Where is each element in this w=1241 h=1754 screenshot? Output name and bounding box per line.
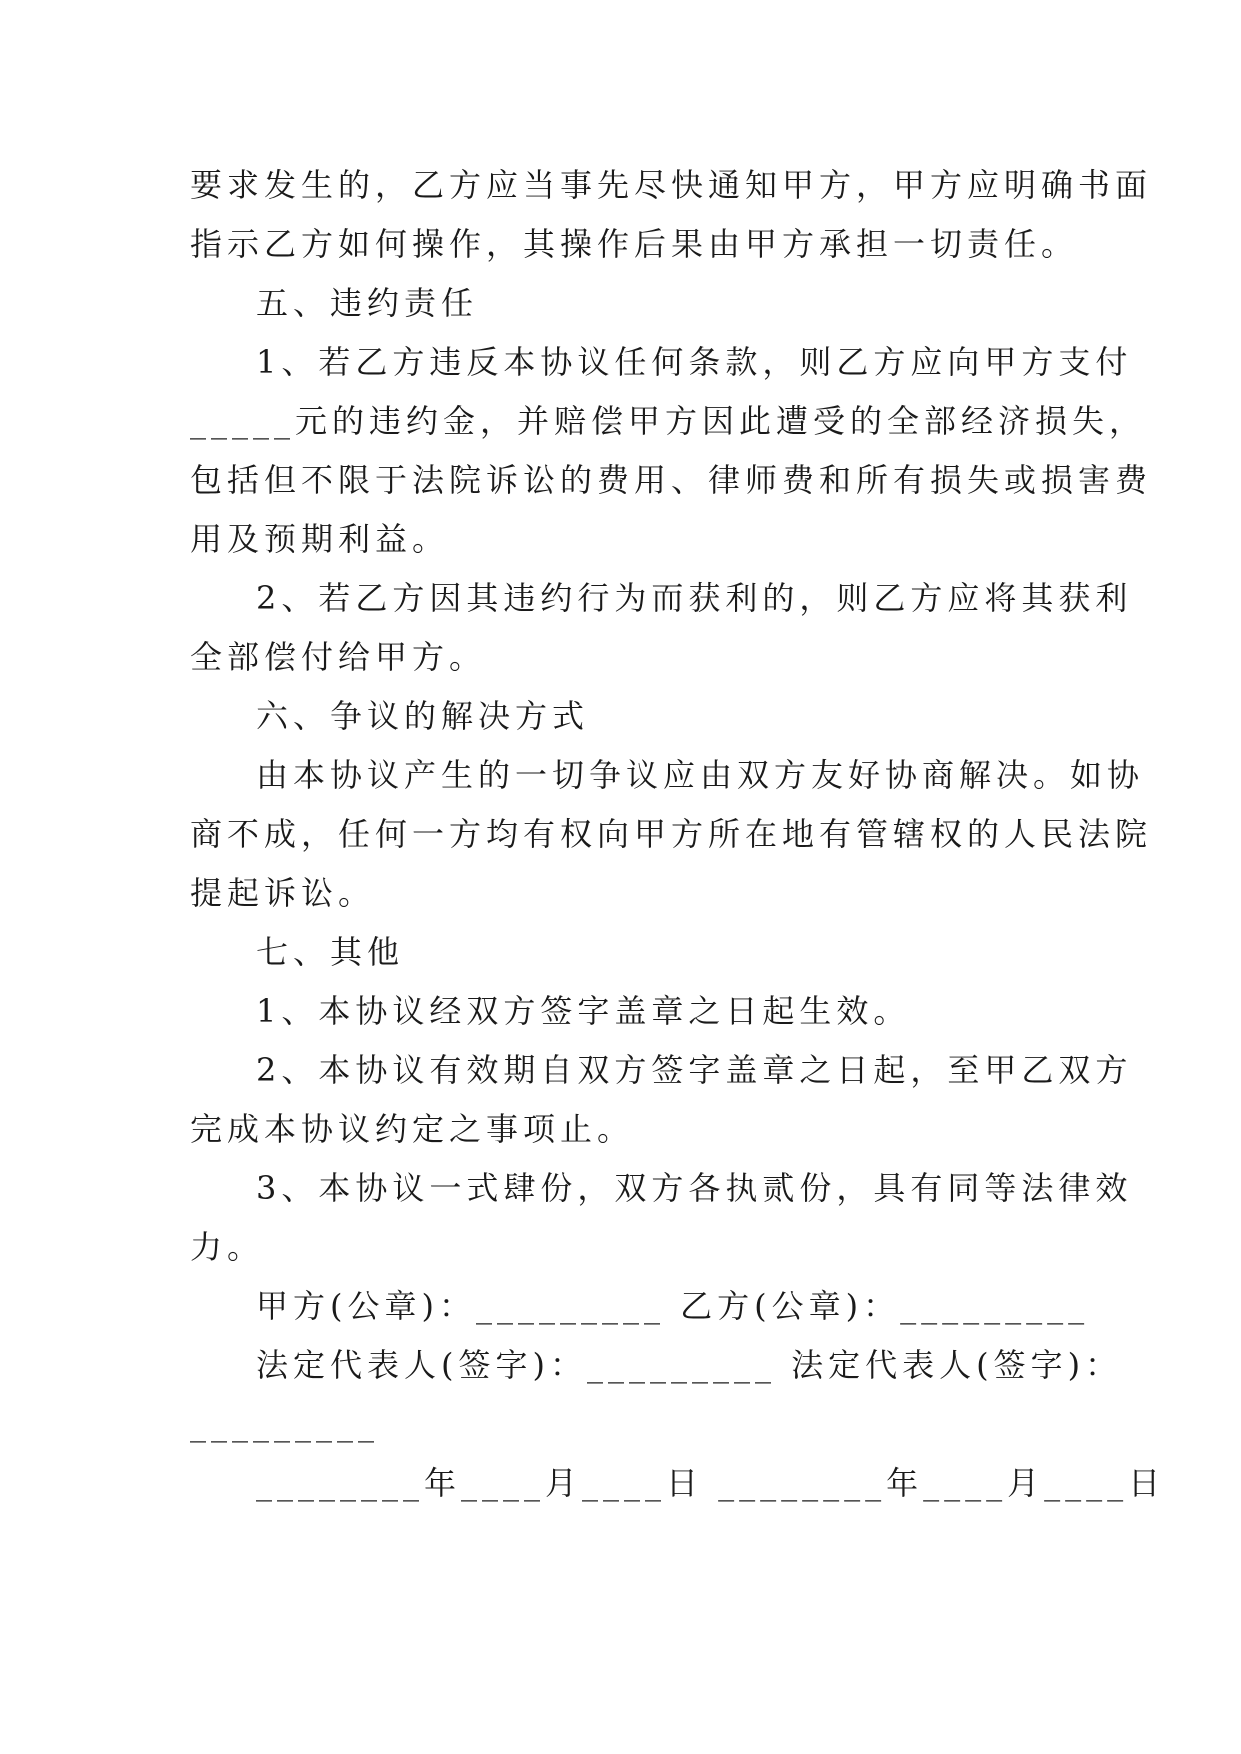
paragraph-line: 完成本协议约定之事项止。 [190, 1110, 635, 1148]
paragraph-line: 3、本协议一式肆份，双方各执贰份，具有同等法律效 [256, 1169, 1133, 1207]
paragraph-line: 要求发生的，乙方应当事先尽快通知甲方，甲方应明确书面 [190, 166, 1153, 204]
paragraph-line: _____元的违约金，并赔偿甲方因此遭受的全部经济损失， [190, 402, 1147, 440]
paragraph-line: 力。 [190, 1228, 265, 1266]
signature-line-representative: 法定代表人(签字)：_________ 法定代表人(签字)： [256, 1346, 1123, 1384]
paragraph-line: 2、若乙方因其违约行为而获利的，则乙方应将其获利 [256, 579, 1133, 617]
section-heading: 七、其他 [256, 933, 405, 971]
section-heading: 六、争议的解决方式 [256, 697, 590, 735]
paragraph-line: 提起诉讼。 [190, 874, 376, 912]
paragraph-line: 商不成，任何一方均有权向甲方所在地有管辖权的人民法院 [190, 815, 1153, 853]
paragraph-line: 包括但不限于法院诉讼的费用、律师费和所有损失或损害费 [190, 461, 1153, 499]
document-body [190, 156, 1166, 1513]
section-heading: 五、违约责任 [256, 284, 479, 322]
signature-blank: _________ [190, 1405, 379, 1443]
paragraph-line: 2、本协议有效期自双方签字盖章之日起，至甲乙双方 [256, 1051, 1133, 1089]
paragraph-line: 由本协议产生的一切争议应由双方友好协商解决。如协 [256, 756, 1145, 794]
paragraph-line: 用及预期利益。 [190, 520, 450, 558]
paragraph-line: 1、本协议经双方签字盖章之日起生效。 [256, 992, 911, 1030]
signature-line-seal: 甲方(公章)：_________ 乙方(公章)：_________ [256, 1287, 1090, 1325]
paragraph-line: 指示乙方如何操作，其操作后果由甲方承担一切责任。 [190, 225, 1079, 263]
paragraph-line: 全部偿付给甲方。 [190, 638, 487, 676]
date-line: ________年____月____日 ________年____月____日 [256, 1464, 1166, 1502]
paragraph-line: 1、若乙方违反本协议任何条款，则乙方应向甲方支付 [256, 343, 1133, 381]
